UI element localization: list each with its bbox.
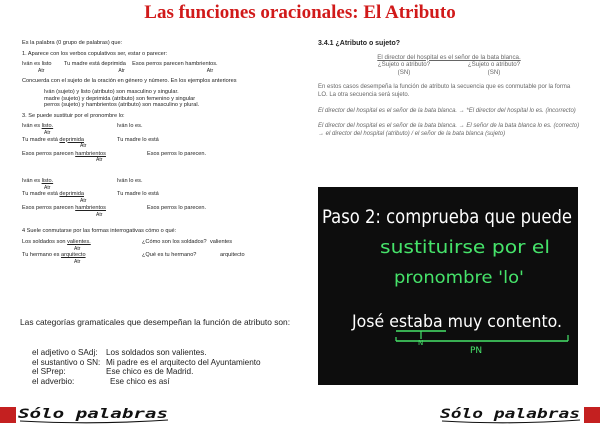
example-1: Iván es listo xyxy=(22,61,52,68)
rule-1: 1. Aparece con los verbos copulativos ser, estar o parecer: xyxy=(22,50,168,57)
list-item: el SPrep: Ese chico es de Madrid. xyxy=(32,367,194,377)
left-column xyxy=(22,40,302,265)
agreement-1: Iván (sujeto) y listo (atributo) son masculino y singular. xyxy=(44,88,179,95)
sn-labels: (SN) (SN) xyxy=(397,68,501,76)
board-line-4: José estaba muy contento. xyxy=(351,312,562,332)
explanation: En estos casos desempeña la función de atributo la secuencia que es conmutable por la forma LO. La otra secuencia será sujeto. xyxy=(318,84,571,98)
example-2: Tu madre está xyxy=(63,61,100,68)
definition-line: Es la palabra (0 grupo de palabras) que: xyxy=(22,40,123,46)
atr-labels: Atr Atr Atr xyxy=(38,67,214,74)
svg-text:Sólo palabras: Sólo palabras xyxy=(440,407,580,422)
example-2-attr: deprimida xyxy=(101,61,126,68)
agreement-3: perros (sujeto) y hambrientos (atributo) son masculino y plural. xyxy=(44,102,200,109)
list-item: el adverbio: Ese chico es así xyxy=(32,376,170,386)
question-labels: ¿Sujeto o atributo? ¿Sujeto o atributo? xyxy=(377,61,521,69)
rule-3: 3. Se puede sustituir por el pronombre lo: xyxy=(22,112,125,119)
chalkboard-video xyxy=(318,187,578,385)
board-line-2: sustituirse por el xyxy=(380,237,550,258)
example-3: Esos perros parecen hambrientos. xyxy=(132,61,218,68)
pn-label: PN xyxy=(470,346,483,356)
question-block: Los soldados son valientes. ¿Cómo son los soldados? valientes Atr Tu hermano es arquitecto ¿Qué es tu hermano? arquitecto Atr xyxy=(22,239,245,265)
board-line-1: Paso 2: comprueba que puede xyxy=(322,206,572,228)
examples-row xyxy=(22,61,302,68)
substitution-block-1: Iván es listo. Iván lo es. Atr Tu madre está deprimida Tu madre lo está Atr Esos perros parecen hambrientos Esos perros lo parecen. Atr xyxy=(22,123,207,164)
example-sentence: El director del hospital es el señor de la bata blanca. xyxy=(377,53,521,61)
categories-list xyxy=(32,348,261,386)
categories-intro: Las categorías gramaticales que desempeñan la función de atributo son: xyxy=(20,317,291,327)
section-title: 3.4.1 ¿Atributo o sujeto? xyxy=(318,40,401,47)
substitution-block-2: Iván es listo. Iván lo es. Atr Tu madre está deprimida Tu madre lo está Atr Esos perros parecen hambrientos Esos perros lo parecen. Atr xyxy=(22,177,207,218)
footer-logo-right xyxy=(440,401,600,424)
correct-example: El director del hospital es el señor de la bata blanca. → El señor de la bata blanca lo es. (correcto) → el director del hospital (atributo) / el señor de la bata blanca (sujeto) xyxy=(318,123,580,137)
agreement-2: madre (sujeto) y deprimida (atributo) son femenino y singular xyxy=(44,95,196,102)
svg-text:Sólo palabras: Sólo palabras xyxy=(18,407,168,422)
footer-logo-left xyxy=(0,401,190,424)
n-label: N xyxy=(418,339,424,347)
incorrect-example: El director del hospital es el señor de la bata blanca. → *El director del hospital lo es. (incorrecto) xyxy=(318,107,576,114)
list-item: el adjetivo o SAdj: Los soldados son valientes. xyxy=(32,348,207,357)
rule-4: 4 Suele conmutarse por las formas interrogativas cómo o qué: xyxy=(22,228,177,235)
right-column xyxy=(318,40,580,138)
rule-2: Concuerda con el sujeto de la oración en género y número. En los ejemplos anteriores xyxy=(22,78,237,85)
page-title: Las funciones oracionales: El Atributo xyxy=(144,2,456,23)
list-item: el sustantivo o SN: Mi padre es el arquitecto del Ayuntamiento xyxy=(32,357,261,367)
board-line-3: pronombre 'lo' xyxy=(394,268,524,288)
